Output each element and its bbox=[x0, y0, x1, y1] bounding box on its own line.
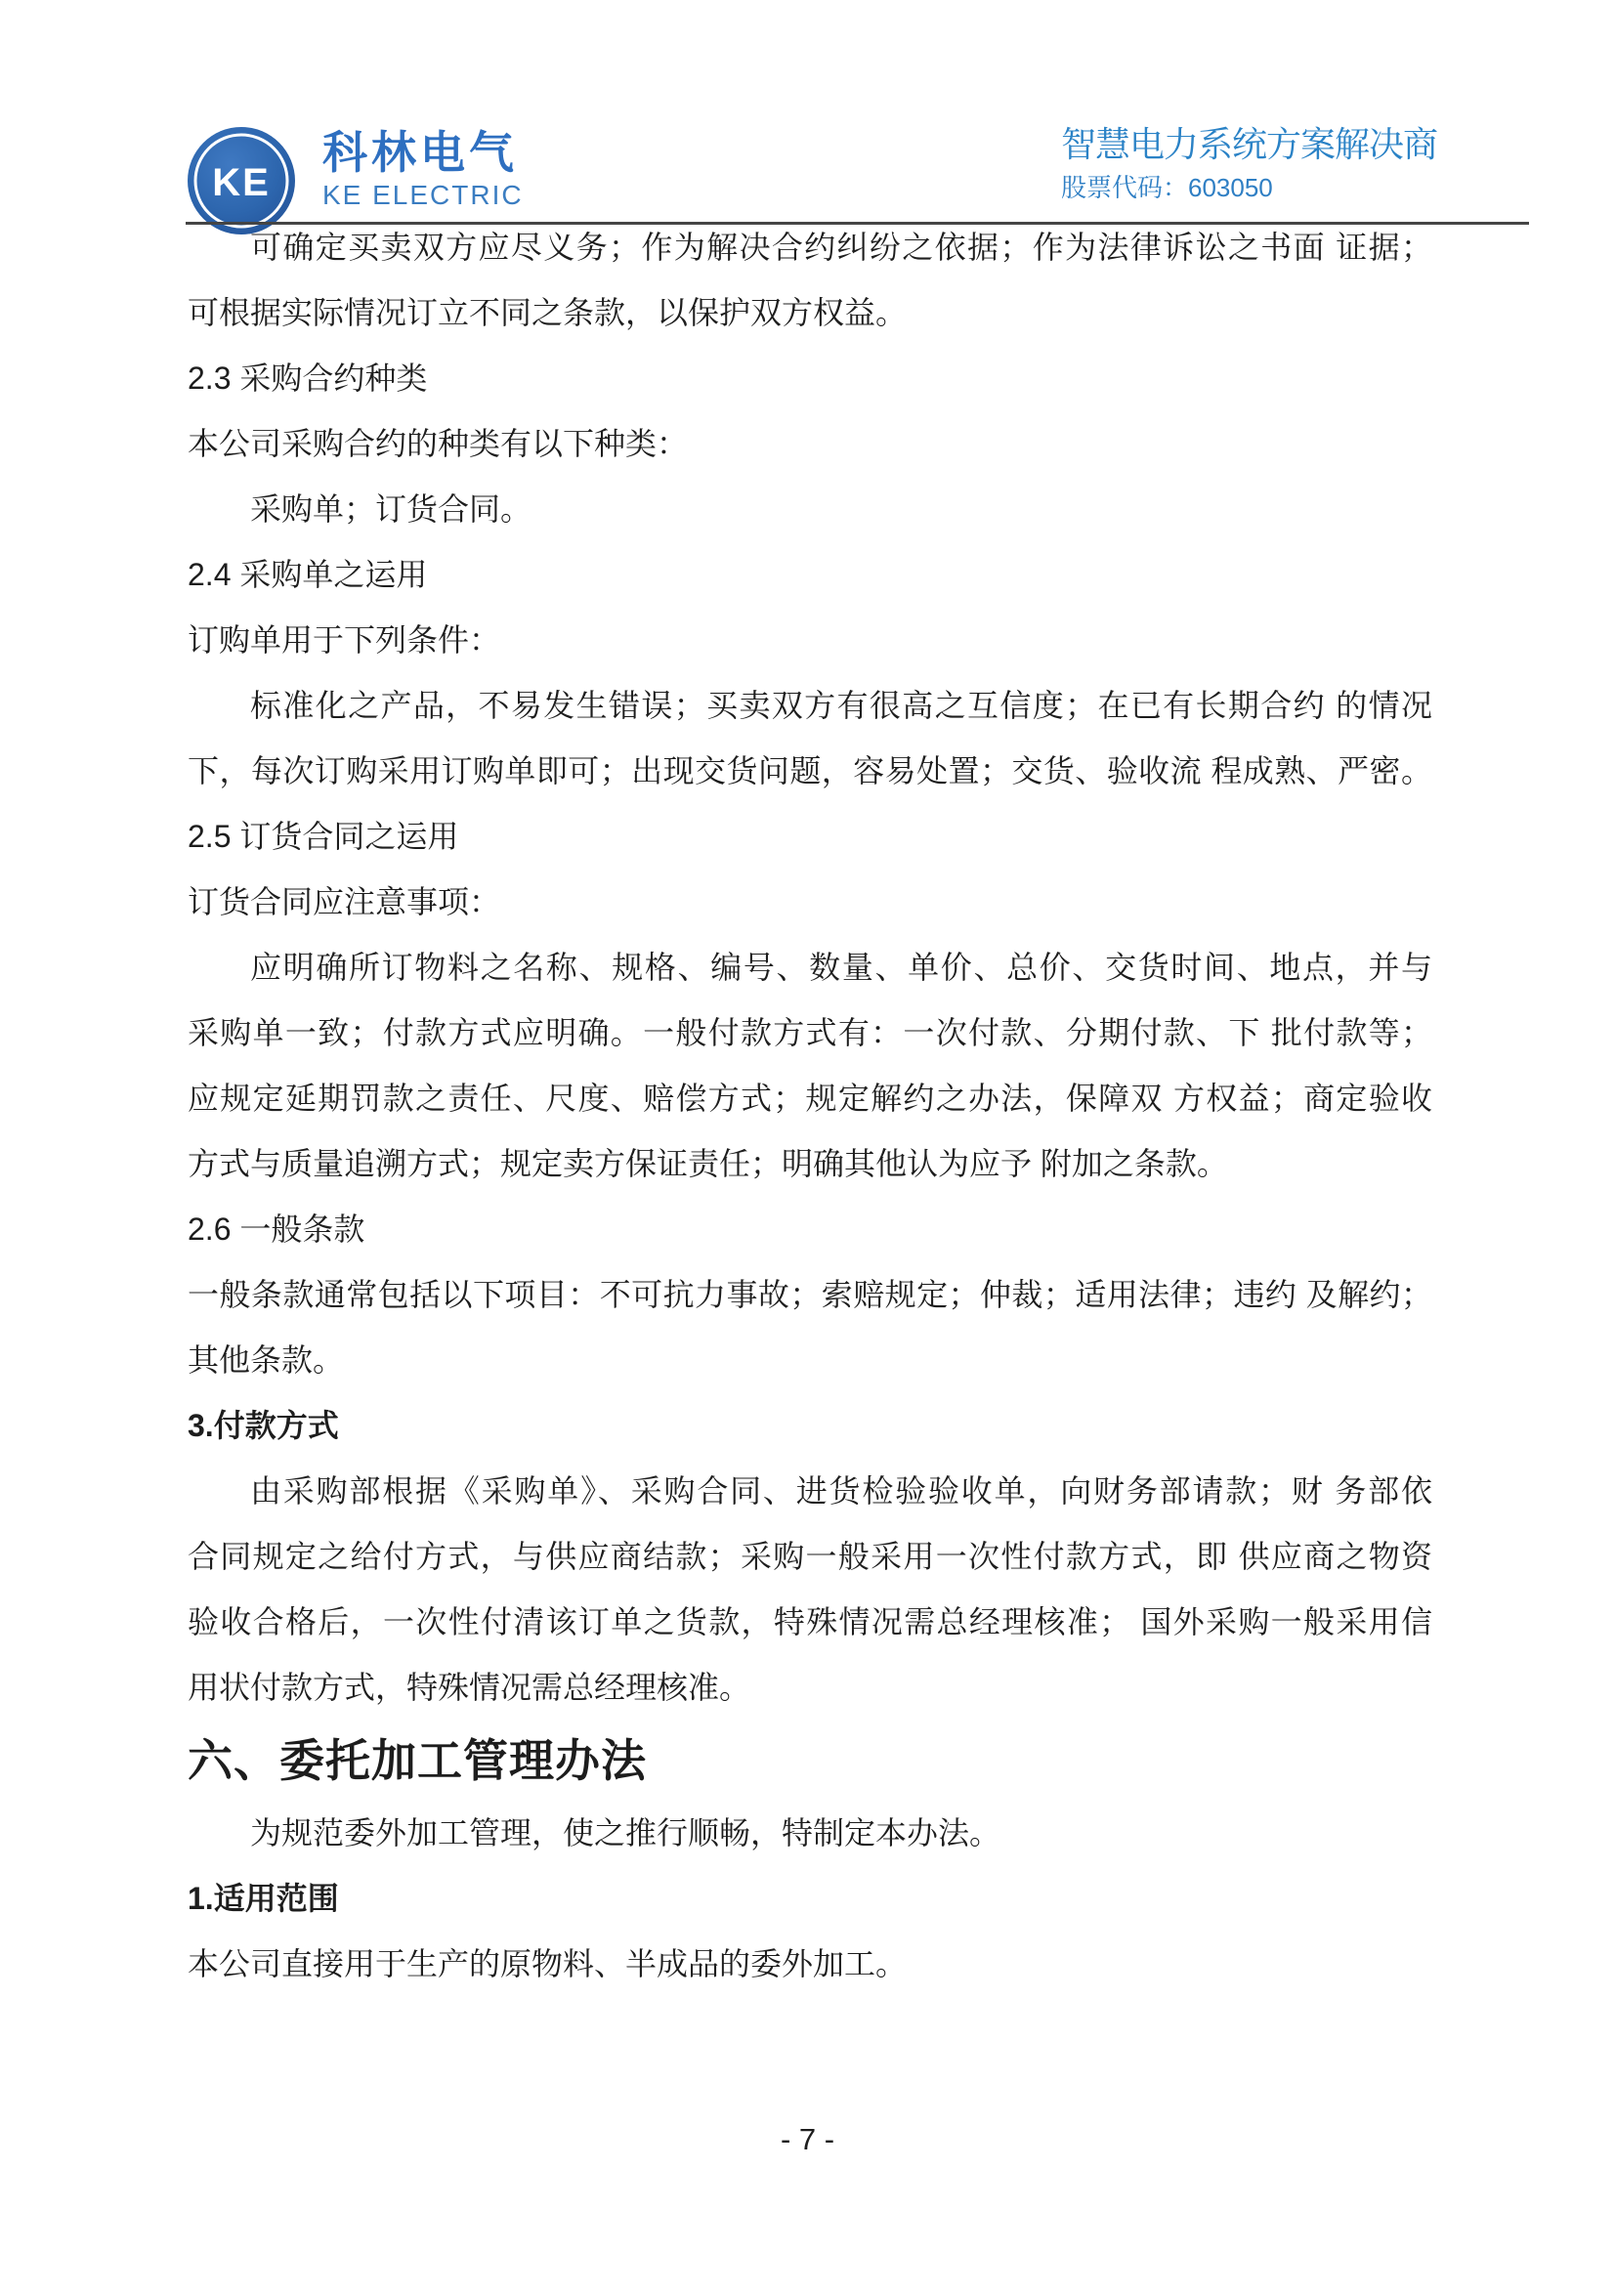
company-name-zh: 科林电气 bbox=[322, 127, 518, 178]
company-tagline: 智慧电力系统方案解决商 bbox=[1061, 124, 1438, 164]
body-line: 可确定买卖双方应尽义务；作为解决合约纠纷之依据；作为法律诉讼之书面 证据； bbox=[250, 230, 1432, 265]
body-line: 用状付款方式，特殊情况需总经理核准。 bbox=[188, 1670, 751, 1705]
logo-monogram: KE bbox=[212, 161, 271, 204]
section-number-line: 2.6 一般条款 bbox=[188, 1212, 365, 1247]
section-number-line: 2.3 采购合约种类 bbox=[188, 361, 428, 396]
body-line: 为规范委外加工管理，使之推行顺畅，特制定本办法。 bbox=[250, 1815, 1001, 1850]
body-line: 订购单用于下列条件： bbox=[188, 622, 501, 658]
company-name-en: KE ELECTRIC bbox=[322, 180, 524, 210]
body-line: 本公司直接用于生产的原物料、半成品的委外加工。 bbox=[188, 1946, 908, 1981]
body-line: 下，每次订购采用订购单即可；出现交货问题，容易处置；交货、验收流 程成熟、严密。 bbox=[188, 753, 1432, 788]
body-line: 方式与质量追溯方式；规定卖方保证责任；明确其他认为应予 附加之条款。 bbox=[188, 1146, 1228, 1181]
subsection-heading: 3.付款方式 bbox=[188, 1408, 339, 1443]
body-line: 可根据实际情况订立不同之条款，以保护双方权益。 bbox=[188, 295, 908, 330]
body-line: 本公司采购合约的种类有以下种类： bbox=[188, 426, 689, 461]
body-line: 验收合格后，一次性付清该订单之货款，特殊情况需总经理核准； 国外采购一般采用信 bbox=[188, 1604, 1432, 1639]
body-line: 一般条款通常包括以下项目：不可抗力事故；索赔规定；仲裁；适用法律；违约 及解约； bbox=[188, 1277, 1432, 1312]
body-line: 合同规定之给付方式，与供应商结款；采购一般采用一次性付款方式，即 供应商之物资 bbox=[188, 1539, 1432, 1574]
page-number: - 7 - bbox=[780, 2122, 835, 2156]
body-line: 应明确所订物料之名称、规格、编号、数量、单价、总价、交货时间、地点，并与 bbox=[250, 950, 1432, 985]
header-right-block bbox=[1061, 123, 1471, 203]
section-number-line: 2.5 订货合同之运用 bbox=[188, 819, 459, 854]
chapter-heading: 六、委托加工管理办法 bbox=[188, 1735, 647, 1786]
letterhead bbox=[0, 0, 1615, 227]
stock-code: 股票代码：603050 bbox=[1061, 173, 1273, 202]
document-body bbox=[188, 215, 1432, 1997]
section-number-line: 2.4 采购单之运用 bbox=[188, 557, 428, 592]
body-line: 应规定延期罚款之责任、尺度、赔偿方式；规定解约之办法，保障双 方权益；商定验收 bbox=[188, 1081, 1432, 1116]
subsection-heading: 1.适用范围 bbox=[188, 1881, 339, 1916]
body-line: 标准化之产品，不易发生错误；买卖双方有很高之互信度；在已有长期合约 的情况 bbox=[250, 688, 1432, 723]
body-line: 采购单；订货合同。 bbox=[250, 491, 532, 527]
body-line: 其他条款。 bbox=[188, 1342, 345, 1378]
body-line: 采购单一致；付款方式应明确。一般付款方式有：一次付款、分期付款、下 批付款等； bbox=[188, 1015, 1432, 1050]
body-line: 订货合同应注意事项： bbox=[188, 884, 501, 919]
company-name-block bbox=[322, 127, 524, 211]
body-line: 由采购部根据《采购单》、采购合同、进货检验验收单，向财务部请款；财 务部依 bbox=[250, 1473, 1432, 1509]
